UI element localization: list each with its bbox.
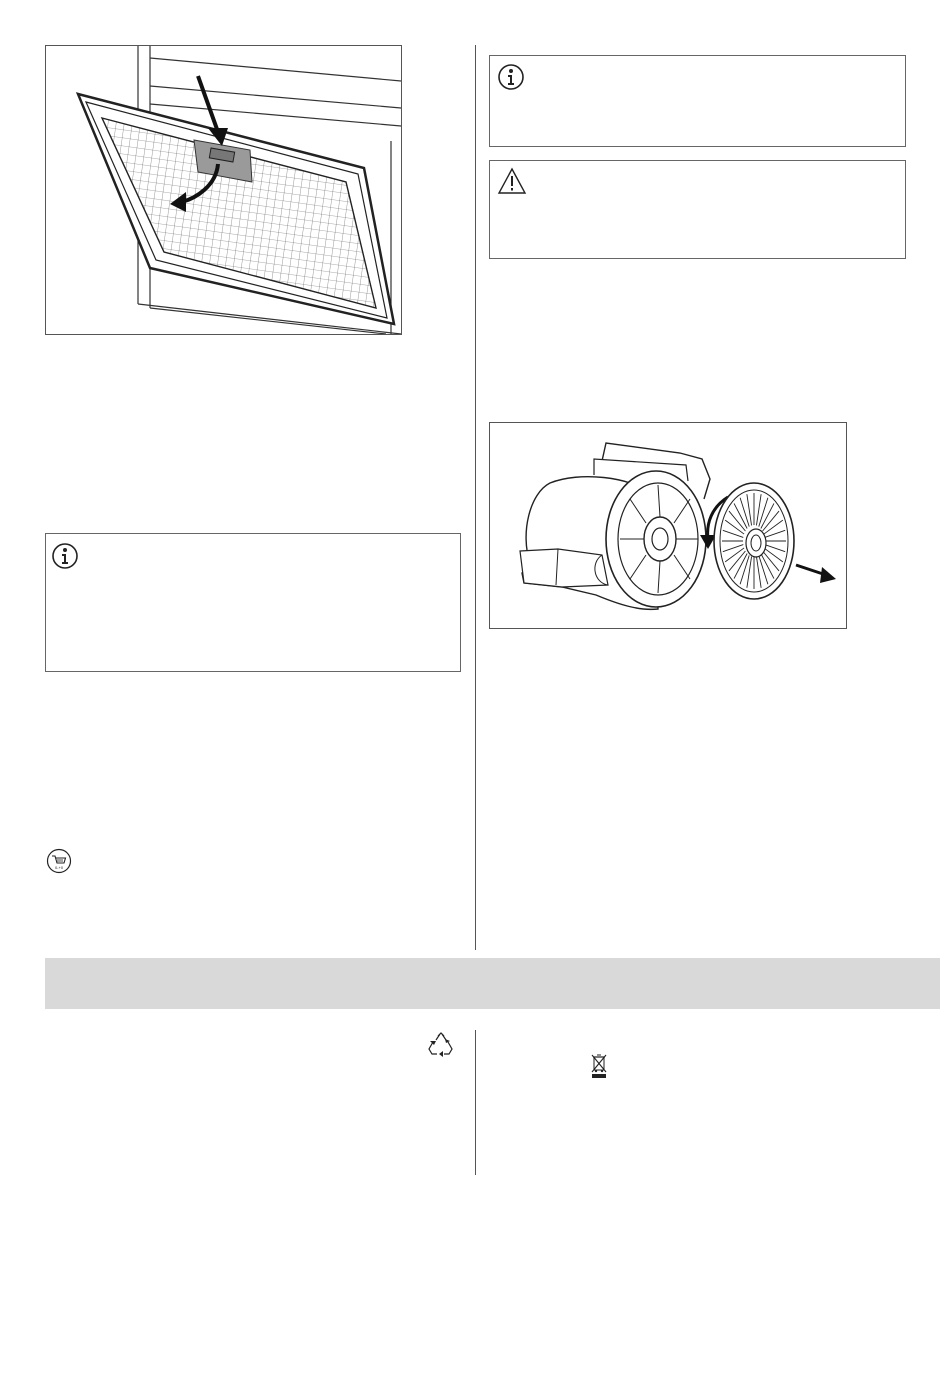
info-notice-top-right [489,55,906,147]
warning-triangle-icon [497,167,527,195]
grease-filter-figure [45,45,402,335]
column-divider-top [475,45,476,950]
warning-notice-top-right [489,160,906,259]
info-icon [51,542,79,570]
grease-filter-removal-illustration [46,46,401,334]
shop-cart-icon [46,848,72,874]
charcoal-filter-figure [489,422,847,629]
info-icon [497,63,525,91]
recycling-icon [427,1031,455,1059]
charcoal-filter-removal-illustration [490,423,846,628]
section-banner [45,958,940,1009]
crossed-out-bin-icon [590,1053,608,1079]
column-divider-bottom [475,1030,476,1175]
info-notice-left [45,533,461,672]
svg-text:0-+0: 0-+0 [54,865,64,870]
